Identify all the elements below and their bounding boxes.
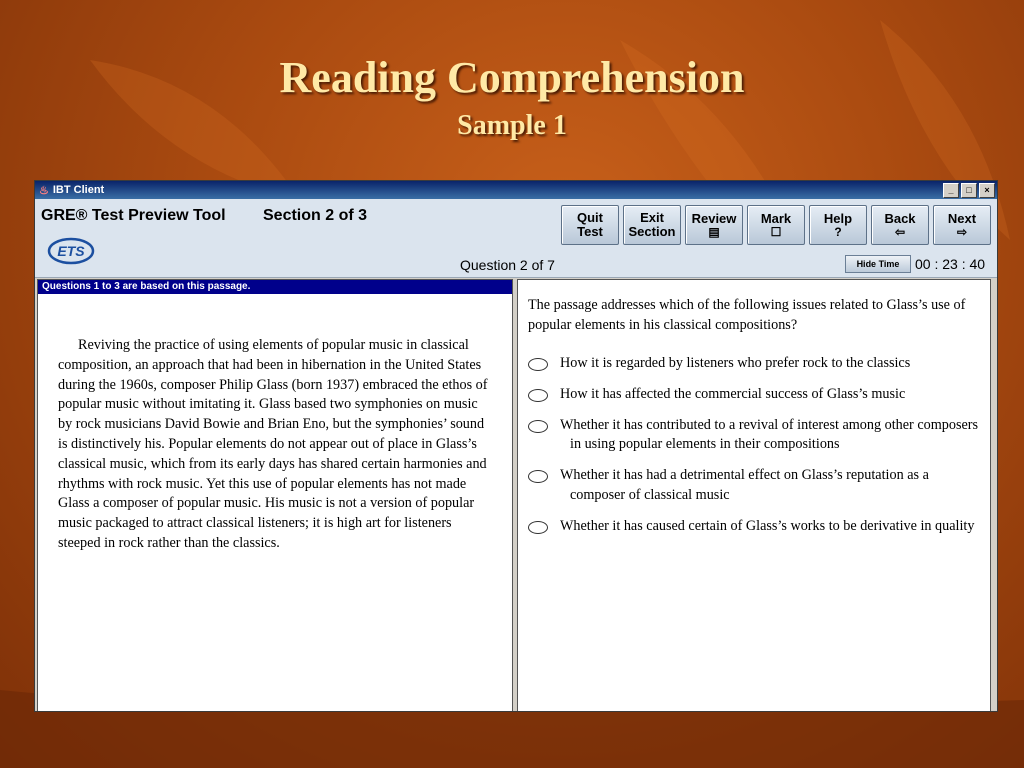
answer-option[interactable] xyxy=(528,416,983,456)
right-arrow-icon: ⇨ xyxy=(956,225,968,239)
answer-option[interactable] xyxy=(528,385,983,405)
java-icon: ♨ xyxy=(39,184,49,197)
answer-option-text: Whether it has had a detrimental effect on Glass’s reputation as a composer of classical music xyxy=(560,467,929,503)
radio-button[interactable] xyxy=(528,521,548,534)
back-label: Back xyxy=(884,211,916,226)
help-button[interactable] xyxy=(809,205,867,245)
back-button[interactable] xyxy=(871,205,929,245)
next-label: Next xyxy=(947,211,977,226)
timer: 00 : 23 : 40 xyxy=(915,256,986,272)
quit-test-button[interactable] xyxy=(561,205,619,245)
window-title: IBT Client xyxy=(52,184,105,196)
passage-header: Questions 1 to 3 are based on this passage. xyxy=(38,280,512,294)
maximize-button[interactable]: □ xyxy=(961,183,977,198)
quit-label-line2: Test xyxy=(577,224,603,239)
answer-options xyxy=(528,354,983,548)
mark-label: Mark xyxy=(760,211,792,226)
answer-option-text: How it is regarded by listeners who prefer rock to the classics xyxy=(560,355,911,371)
radio-button[interactable] xyxy=(528,470,548,483)
review-icon: ▤ xyxy=(708,225,720,239)
ets-logo-text: ETS xyxy=(57,243,85,259)
passage-pane[interactable] xyxy=(37,279,513,712)
answer-option[interactable] xyxy=(528,354,983,374)
exit-label-line1: Exit xyxy=(640,210,664,225)
exit-label-line2: Section xyxy=(628,224,676,239)
minimize-button[interactable]: _ xyxy=(943,183,959,198)
question-counter: Question 2 of 7 xyxy=(460,257,555,273)
left-arrow-icon: ⇦ xyxy=(894,225,906,239)
ibt-client-window xyxy=(34,180,998,712)
hide-time-button[interactable]: Hide Time xyxy=(845,255,911,273)
question-mark-icon: ? xyxy=(834,225,842,239)
close-button[interactable]: × xyxy=(979,183,995,198)
window-controls xyxy=(943,183,995,198)
passage-text: Reviving the practice of using elements of popular music in classical composition, an approach that had been in hibernation in the United States during the 1960s, composer Philip Glass (born 1937) embraced the ethos of popular music without imitating it. Glass based two symphonies on music by rock musicians David Bowie and Brian Eno, but the symphonies’ sound is distinctively his. Popular elements do not appear out of place in Glass’s classical music, which from its early days has shared certain harmonies and rhythms with rock music. Yet this use of popular elements has not made Glass a composer of popular music. His music is not a version of popular music packaged to attract classical listeners; it is high art for listeners steeped in rock rather than the classics. xyxy=(58,337,488,551)
content-area xyxy=(37,279,993,711)
quit-label-line1: Quit xyxy=(577,210,603,225)
radio-button[interactable] xyxy=(528,358,548,371)
review-label: Review xyxy=(691,211,737,226)
window-titlebar[interactable] xyxy=(35,181,997,199)
answer-option-text: Whether it has contributed to a revival of interest among other composers in using popular elements in their compositions xyxy=(560,416,979,453)
app-name: GRE® Test Preview Tool xyxy=(41,207,226,224)
review-button[interactable] xyxy=(685,205,743,245)
slide-title: Reading Comprehension xyxy=(279,53,745,102)
answer-option-text: Whether it has caused certain of Glass’s works to be derivative in quality xyxy=(560,517,975,534)
section-label: Section 2 of 3 xyxy=(263,207,368,224)
mark-button[interactable] xyxy=(747,205,805,245)
ets-logo xyxy=(47,237,95,265)
radio-button[interactable] xyxy=(528,420,548,433)
next-button[interactable] xyxy=(933,205,991,245)
exit-section-button[interactable] xyxy=(623,205,681,245)
toolbar xyxy=(561,205,991,245)
slide-subtitle: Sample 1 xyxy=(457,110,567,141)
answer-option[interactable] xyxy=(528,517,983,537)
question-stem: The passage addresses which of the following issues related to Glass’s use of popular elements in his classical compositions? xyxy=(528,297,966,333)
answer-option[interactable] xyxy=(528,466,983,506)
test-header xyxy=(35,199,997,278)
help-label: Help xyxy=(823,211,853,226)
question-pane xyxy=(517,279,991,712)
radio-button[interactable] xyxy=(528,389,548,402)
checkbox-icon: ☐ xyxy=(770,225,782,239)
answer-option-text: How it has affected the commercial success of Glass’s music xyxy=(560,385,906,402)
